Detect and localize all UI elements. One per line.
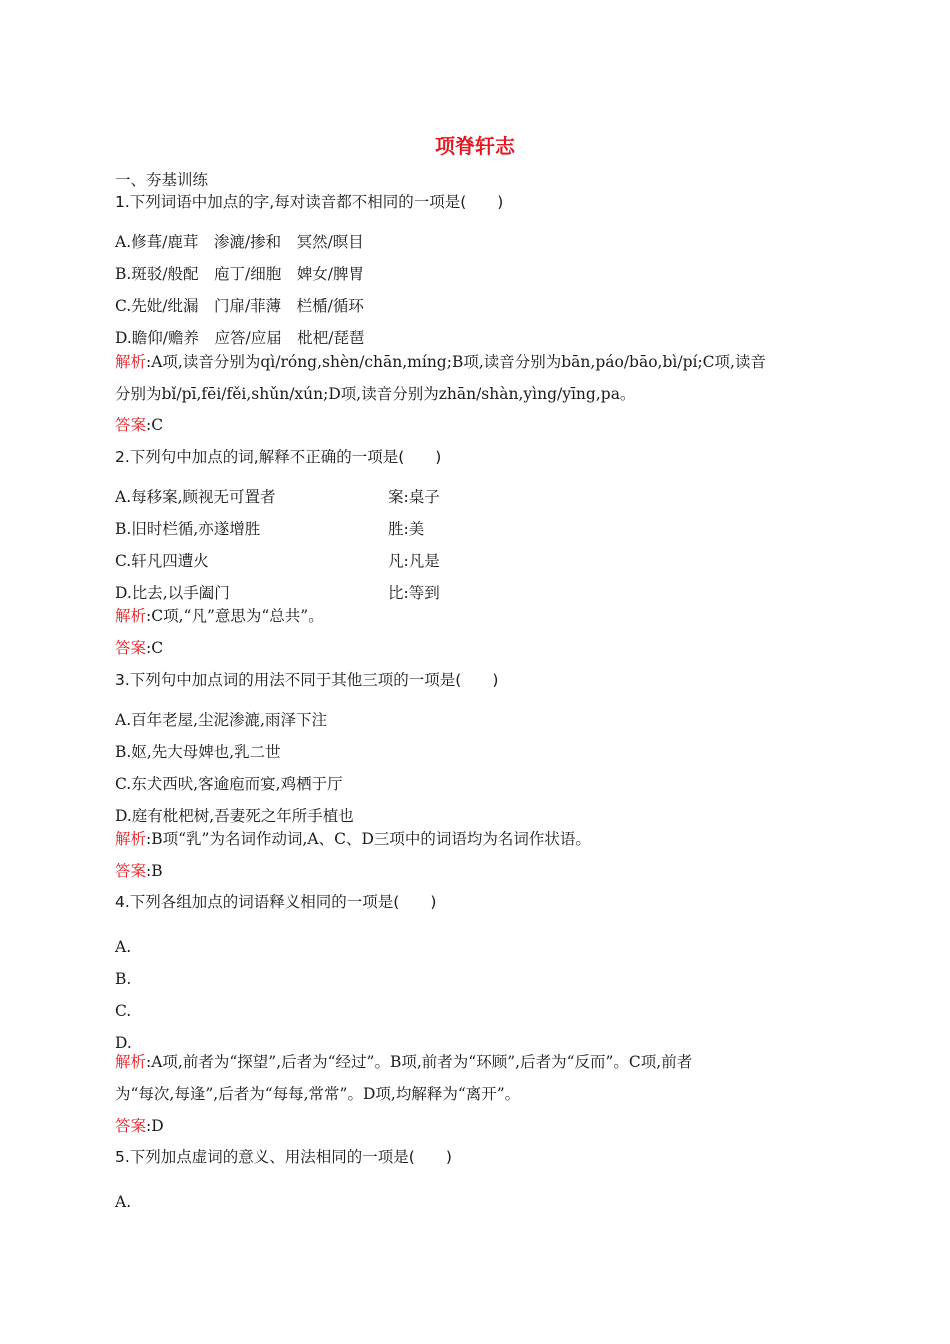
question-3-stem: 3.下列句中加点词的用法不同于其他三项的一项是( )	[115, 671, 499, 689]
question-2-option-a-gloss: 案:桌子	[388, 488, 440, 506]
analysis-label: 解析	[115, 1053, 147, 1071]
question-2-option-d: D.比去,以手阖门	[115, 584, 230, 602]
analysis-label: 解析	[115, 830, 147, 848]
question-2-option-a: A.每移案,顾视无可置者	[115, 488, 276, 506]
question-3-option-b: B.妪,先大母婢也,乳二世	[115, 743, 281, 761]
question-2-option-b-gloss: 胜:美	[388, 520, 425, 538]
question-2-option-c: C.轩凡四遭火	[115, 552, 209, 570]
question-1-option-a: A.修葺/鹿茸 渗漉/掺和 冥然/暝目	[115, 233, 364, 251]
question-1-option-b: B.斑驳/般配 庖丁/细胞 婢女/脾胃	[115, 265, 364, 283]
analysis-label: 解析	[115, 353, 147, 371]
question-3-analysis	[115, 829, 591, 849]
question-1-analysis-cont: 分别为bǐ/pī,fēi/fěi,shǔn/xún;D项,读音分别为zhān/shàn,yìng/yīng,pa。	[115, 385, 636, 403]
answer-label: 答案	[115, 416, 147, 434]
question-1-stem: 1.下列词语中加点的字,每对读音都不相同的一项是( )	[115, 193, 504, 211]
question-4-option-a: A.	[115, 938, 132, 956]
question-4-answer	[115, 1116, 164, 1136]
analysis-text: :C项,“凡”意思为“总共”。	[146, 607, 324, 625]
question-4-analysis-cont: 为“每次,每逢”,后者为“每每,常常”。D项,均解释为“离开”。	[115, 1085, 521, 1103]
question-5-option-a: A.	[115, 1193, 132, 1211]
question-4-option-b: B.	[115, 970, 132, 988]
question-1-option-d: D.瞻仰/赡养 应答/应届 枇杷/琵琶	[115, 329, 365, 347]
answer-value: :C	[146, 416, 164, 434]
question-5-stem: 5.下列加点虚词的意义、用法相同的一项是( )	[115, 1148, 452, 1166]
page-title: 项脊轩志	[435, 134, 515, 158]
question-2-option-b: B.旧时栏循,亦遂增胜	[115, 520, 261, 538]
answer-value: :C	[146, 639, 164, 657]
question-4-stem: 4.下列各组加点的词语释义相同的一项是( )	[115, 893, 437, 911]
analysis-text: :B项“乳”为名词作动词,A、C、D三项中的词语均为名词作状语。	[146, 830, 591, 848]
question-1-option-c: C.先妣/纰漏 门扉/菲薄 栏楯/循环	[115, 297, 364, 315]
question-3-option-a: A.百年老屋,尘泥渗漉,雨泽下注	[115, 711, 327, 729]
question-3-option-c: C.东犬西吠,客逾庖而宴,鸡栖于厅	[115, 775, 343, 793]
analysis-text: :A项,读音分别为qì/róng,shèn/chān,míng;B项,读音分别为bān,páo/bāo,bì/pí;C项,读音	[146, 353, 766, 371]
question-1-answer	[115, 415, 163, 435]
answer-label: 答案	[115, 862, 147, 880]
question-2-analysis	[115, 606, 324, 626]
question-2-answer	[115, 638, 163, 658]
question-4-analysis	[115, 1052, 692, 1072]
analysis-label: 解析	[115, 607, 147, 625]
question-3-option-d: D.庭有枇杷树,吾妻死之年所手植也	[115, 807, 354, 825]
question-2-stem: 2.下列句中加点的词,解释不正确的一项是( )	[115, 448, 442, 466]
answer-value: :D	[146, 1117, 164, 1135]
question-2-option-c-gloss: 凡:凡是	[388, 552, 440, 570]
question-2-option-d-gloss: 比:等到	[388, 584, 440, 602]
question-4-option-c: C.	[115, 1002, 132, 1020]
answer-label: 答案	[115, 639, 147, 657]
analysis-text: :A项,前者为“探望”,后者为“经过”。B项,前者为“环顾”,后者为“反而”。C项,前者	[146, 1053, 693, 1071]
answer-label: 答案	[115, 1117, 147, 1135]
section-heading: 一、夯基训练	[115, 171, 209, 189]
question-1-analysis	[115, 352, 766, 372]
question-4-option-d: D.	[115, 1034, 132, 1052]
answer-value: :B	[146, 862, 163, 880]
question-3-answer	[115, 861, 163, 881]
